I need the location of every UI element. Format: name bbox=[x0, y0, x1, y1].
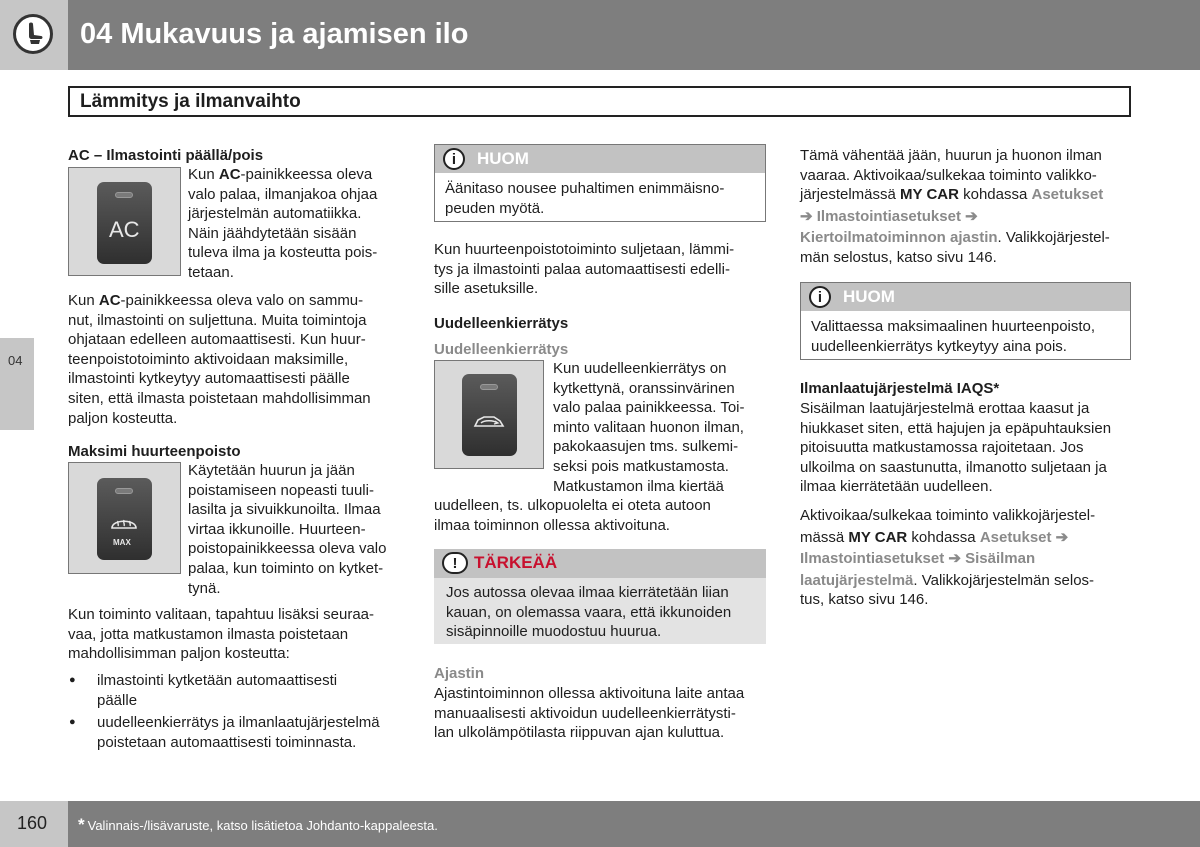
page-number: 160 bbox=[17, 813, 48, 833]
max-defrost-button-image bbox=[68, 462, 181, 574]
chapter-icon-box bbox=[0, 0, 68, 70]
ac-button-image bbox=[68, 167, 181, 276]
max-defrost-heading: Maksimi huurteenpoisto bbox=[68, 443, 241, 460]
note-text: Valittaessa maksimaalinen huurteenpoisto, uudelleenkierrätys kytkeytyy aina pois. bbox=[811, 318, 1096, 355]
seat-icon bbox=[13, 14, 53, 54]
note-title: HUOM bbox=[477, 149, 529, 168]
recirculation-subheading: Uudelleenkierrätys bbox=[434, 341, 569, 358]
max-button-label: MAX bbox=[113, 538, 131, 547]
note-title: HUOM bbox=[843, 287, 895, 306]
footnote-star: * bbox=[78, 815, 85, 834]
chapter-side-tab bbox=[0, 338, 34, 430]
side-tab-label: 04 bbox=[8, 353, 23, 368]
timer-heading: Ajastin bbox=[434, 665, 485, 682]
recirculation-continued: uudelleen, ts. ulkopuolelta ei oteta autoon ilmaa toiminnon ollessa aktivoituna. bbox=[434, 497, 711, 534]
recirculation-icon bbox=[472, 410, 506, 432]
effects-list bbox=[68, 671, 408, 752]
defrost-icon bbox=[109, 514, 139, 534]
ac-off-paragraph: Kun AC-painikkeessa oleva valo on sammu- nut, ilmastointi on suljettuna. Muita toimintoja ohjataan edelleen automaattisesti. Kun huur- teenpoistotoiminto aktivoidaan maksimille, ilmastointi kytkeytyy automaattisesti päälle siten, että ilmasta poistetaan mahdollisimman paljon kosteutta. bbox=[68, 292, 371, 427]
section-header bbox=[68, 86, 1131, 117]
chapter-title: 04 Mukavuus ja ajamisen ilo bbox=[80, 18, 469, 50]
warning-icon: ! bbox=[442, 552, 468, 574]
ac-heading: AC – Ilmastointi päällä/pois bbox=[68, 147, 264, 164]
recirculation-timer-paragraph: Tämä vähentää jään, huurun ja huonon ilman vaaraa. Aktivoikaa/sulkekaa toiminto valikko- järjestelmässä MY CAR kohdassa Asetukset ➔ Ilmastointiasetukset ➔ Kiertoilmatoiminnon ajastin. Valikkojärjestel- män selostus, katso sivu 146. bbox=[800, 147, 1110, 266]
note-box-defrost bbox=[800, 282, 1131, 360]
footnote bbox=[78, 815, 438, 835]
max-defrost-effects-paragraph: Kun toiminto valitaan, tapahtuu lisäksi seuraa- vaa, jotta matkustamon ilmasta poistetaan mahdollisimman paljon kosteutta: bbox=[68, 606, 375, 663]
recirculation-heading: Uudelleenkierrätys bbox=[434, 315, 569, 332]
iaqs-paragraph: Sisäilman laatujärjestelmä erottaa kaasut ja hiukkaset siten, että hajujen ja epäpuhtauksien pitoisuutta matkustamossa rajoitetaan. Jos ulkoilma on saastunutta, ilmanotto suljetaan ja ilmaa kierrätetään uudelleen. bbox=[800, 400, 1112, 496]
timer-paragraph: Ajastintoiminnon ollessa aktivoituna laite antaa manuaalisesti aktivoidun uudelleenkierrätysti- lan ulkolämpötilasta riippuvan ajan kuluttua. bbox=[434, 685, 745, 742]
list-item: ● uudelleenkierrätys ja ilmanlaatujärjestelmä poistetaan automaattisesti toiminnasta. bbox=[68, 713, 408, 752]
section-title: Lämmitys ja ilmanvaihto bbox=[80, 91, 301, 112]
iaqs-heading: Ilmanlaatujärjestelmä IAQS* bbox=[800, 380, 1000, 397]
iaqs-menu-paragraph: Aktivoikaa/sulkekaa toiminto valikkojärjestel- mässä MY CAR kohdassa Asetukset ➔ Ilmastointiasetukset ➔ Sisäilman laatujärjestelmä. Valikkojärjestelmän selos- tus, katso sivu 146. bbox=[800, 507, 1096, 609]
recirculation-button-image bbox=[434, 360, 544, 469]
warning-title: TÄRKEÄÄ bbox=[474, 553, 558, 572]
list-item: ● ilmastointi kytketään automaattisesti päälle bbox=[68, 671, 408, 710]
note-text: Äänitaso nousee puhaltimen enimmäisno- peuden myötä. bbox=[445, 180, 725, 217]
ac-description: Kun AC-painikkeessa oleva valo palaa, ilmanjakoa ohjaa järjestelmän automatiikka. Näin jäähdytetään sisään tuleva ilma ja kosteutta pois- tetaan. bbox=[188, 166, 378, 281]
footnote-text: Valinnais-/lisävaruste, katso lisätietoa Johdanto-kappaleesta. bbox=[87, 818, 438, 833]
note-box-noise bbox=[434, 144, 766, 222]
warning-box-important bbox=[434, 549, 766, 644]
recirculation-description: Kun uudelleenkierrätys on kytkettynä, oranssinvärinen valo palaa painikkeessa. Toi- minto valitaan huonon ilman, pakokaasujen tms. sulkemi- seksi pois matkustamosta. Matkustamon ilma kiertää bbox=[553, 360, 745, 495]
info-icon: i bbox=[809, 286, 831, 308]
defrost-off-paragraph: Kun huurteenpoistotoiminto suljetaan, lämmi- tys ja ilmastointi palaa automaattisesti edelli- sille asetuksille. bbox=[434, 241, 735, 298]
ac-button-label: AC bbox=[109, 217, 140, 242]
max-defrost-description: Käytetään huurun ja jään poistamiseen nopeasti tuuli- lasilta ja sivuikkunoilta. Ilmaa virtaa ikkunoille. Huurteen- poistopainikkeessa oleva valo palaa, kun toiminto on kytket- tynä. bbox=[188, 462, 387, 597]
page-number-box bbox=[0, 801, 68, 847]
warning-text: Jos autossa olevaa ilmaa kierrätetään liian kauan, on olemassa vaara, että ikkunoiden sisäpinnoille muodostuu huurua. bbox=[446, 584, 732, 641]
info-icon: i bbox=[443, 148, 465, 170]
